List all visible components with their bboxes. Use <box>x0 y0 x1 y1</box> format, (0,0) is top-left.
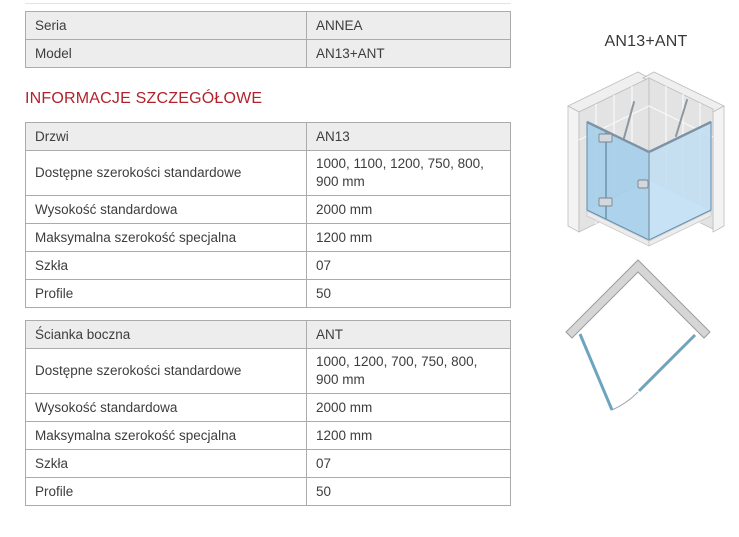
spec-label-cell: Wysokość standardowa <box>26 196 307 224</box>
diagram-title: AN13+ANT <box>604 33 688 50</box>
table-row <box>26 196 511 224</box>
spec-value-cell: 1200 mm <box>307 224 511 252</box>
spec-label-cell: Profile <box>26 478 307 506</box>
table-row <box>26 151 511 196</box>
side-panel-spec-table <box>25 320 511 506</box>
spec-label-cell: Szkła <box>26 450 307 478</box>
table-row <box>26 12 511 40</box>
spec-label-cell: Dostępne szerokości standardowe <box>26 151 307 196</box>
table-row <box>26 224 511 252</box>
enclosure-plan-drawing <box>552 258 739 424</box>
spec-label-cell: Profile <box>26 280 307 308</box>
table-row <box>26 349 511 394</box>
shower-enclosure-plan-icon <box>564 258 728 424</box>
spec-label-cell: Seria <box>26 12 307 40</box>
table-row <box>26 478 511 506</box>
table-row <box>26 280 511 308</box>
summary-table <box>25 11 511 68</box>
spec-label-cell: Maksymalna szerokość specjalna <box>26 422 307 450</box>
door-swing-arc <box>612 392 638 410</box>
table-row <box>26 394 511 422</box>
spec-value-cell: 1000, 1100, 1200, 750, 800, 900 mm <box>307 151 511 196</box>
spec-value-cell: AN13+ANT <box>307 40 511 68</box>
table-row <box>26 252 511 280</box>
spec-label-cell: Wysokość standardowa <box>26 394 307 422</box>
door-spec-table <box>25 122 511 308</box>
spec-label-cell: Model <box>26 40 307 68</box>
table-header-row <box>26 123 511 151</box>
spec-value-cell: 2000 mm <box>307 196 511 224</box>
spec-value-cell: 50 <box>307 280 511 308</box>
spec-label-cell: Drzwi <box>26 123 307 151</box>
door-plan <box>580 334 612 410</box>
section-heading: INFORMACJE SZCZEGÓŁOWE <box>25 90 263 107</box>
spec-label-cell: Szkła <box>26 252 307 280</box>
handle-icon <box>638 180 648 188</box>
product-diagram-panel <box>552 33 739 424</box>
table-row <box>26 422 511 450</box>
spec-value-cell: 1200 mm <box>307 422 511 450</box>
spec-value-cell: 50 <box>307 478 511 506</box>
shower-enclosure-3d-icon <box>554 64 738 248</box>
spec-value-cell: 1000, 1200, 700, 750, 800, 900 mm <box>307 349 511 394</box>
hinge-icon <box>599 134 612 142</box>
spec-label-cell: Dostępne szerokości standardowe <box>26 349 307 394</box>
table-header-row <box>26 321 511 349</box>
spec-value-cell: 07 <box>307 450 511 478</box>
cropped-content-edge <box>25 3 511 4</box>
table-row <box>26 450 511 478</box>
spec-value-cell: 07 <box>307 252 511 280</box>
table-row <box>26 40 511 68</box>
side-panel-plan <box>639 335 695 391</box>
wall-plan <box>566 260 710 338</box>
spec-value-cell: AN13 <box>307 123 511 151</box>
spec-value-cell: 2000 mm <box>307 394 511 422</box>
spec-label-cell: Maksymalna szerokość specjalna <box>26 224 307 252</box>
enclosure-isometric-drawing <box>552 64 739 248</box>
spec-value-cell: ANNEA <box>307 12 511 40</box>
spec-label-cell: Ścianka boczna <box>26 321 307 349</box>
spec-content-column <box>25 11 511 518</box>
hinge-icon <box>599 198 612 206</box>
spec-value-cell: ANT <box>307 321 511 349</box>
